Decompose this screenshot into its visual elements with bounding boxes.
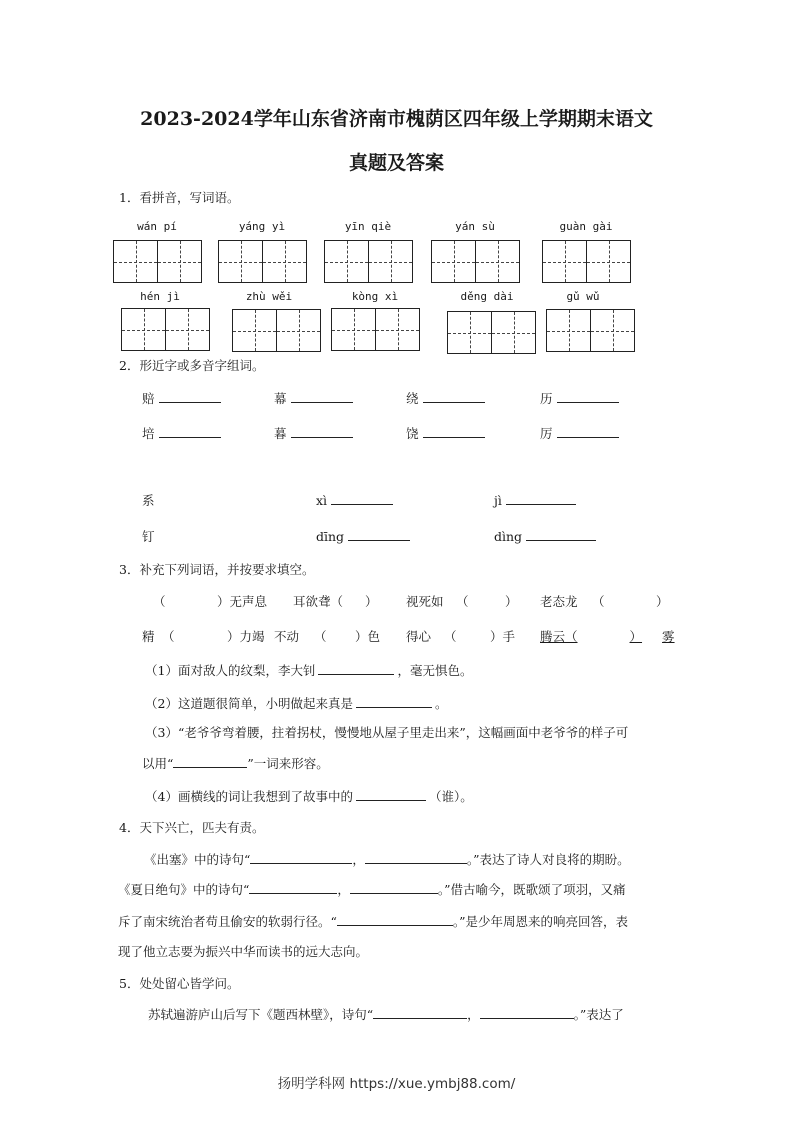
idiom-text: ）	[505, 594, 518, 609]
char: 培	[142, 426, 155, 441]
idiom-text: （	[162, 629, 175, 644]
idiom-text: ）	[365, 594, 378, 609]
idiom-text: 精	[142, 629, 155, 644]
question-4-heading: 4．天下兴亡，匹夫有责。	[119, 820, 265, 835]
q5-line1: 苏轼遍游庐山后写下《题西林壁》，诗句“ ， 。”表达了	[148, 1007, 624, 1022]
idiom-text: （	[153, 594, 166, 609]
char: 厉	[540, 426, 553, 441]
polyphone-char: 钉	[142, 529, 155, 544]
char: 赔	[142, 391, 155, 406]
answer-blank[interactable]	[159, 424, 221, 438]
char: 历	[540, 391, 553, 406]
writing-grid[interactable]	[542, 240, 631, 283]
pinyin-label: yīn qiè	[344, 220, 392, 233]
writing-grid[interactable]	[331, 308, 420, 351]
answer-blank[interactable]	[423, 424, 485, 438]
answer-blank[interactable]	[356, 694, 432, 708]
answer-blank[interactable]	[348, 527, 410, 541]
page-title-line2: 真题及答案	[348, 152, 444, 174]
word-pair	[274, 389, 353, 407]
page-title-line1: 2023-2024学年山东省济南市槐荫区四年级上学期期末语文	[140, 108, 653, 130]
question-1-heading: 1．看拼音，写词语。	[119, 190, 240, 205]
word-pair	[406, 424, 485, 442]
sentence-4: （4）画横线的词让我想到了故事中的 （谁）。	[145, 789, 473, 804]
writing-grid[interactable]	[232, 309, 321, 352]
word-pair	[540, 424, 619, 442]
answer-blank[interactable]	[557, 424, 619, 438]
sentence-1: （1）面对敌人的纹梨，李大钊 ，毫无惧色。	[145, 663, 473, 678]
word-pair	[274, 424, 353, 442]
writing-grid[interactable]	[546, 309, 635, 352]
answer-blank[interactable]	[356, 787, 426, 801]
idiom-text: 视死如	[406, 594, 444, 609]
question-5-heading: 5．处处留心皆学问。	[119, 976, 240, 991]
sentence-3-line1: （3）“老爷爷弯着腰，拄着拐杖，慢慢地从屋子里走出来”，这幅画面中老爷爷的样子可	[145, 725, 629, 740]
idiom-text: ）力竭	[227, 629, 265, 644]
answer-blank[interactable]	[250, 850, 352, 864]
answer-blank[interactable]	[526, 527, 596, 541]
q4-line2: 《夏日绝句》中的诗句“ ， 。”借古喻今，既歌颂了项羽，又痛	[118, 882, 626, 897]
pinyin-label: děng dài	[460, 290, 514, 303]
q4-line4: 现了他立志要为振兴中华而读书的远大志向。	[118, 944, 369, 959]
writing-grid[interactable]	[218, 240, 307, 283]
idiom-text: （	[314, 629, 327, 644]
answer-blank[interactable]	[557, 389, 619, 403]
idiom-text: （	[592, 594, 605, 609]
writing-grid[interactable]	[121, 308, 210, 351]
answer-blank[interactable]	[318, 661, 394, 675]
answer-blank[interactable]	[350, 880, 438, 894]
underlined-idiom: 腾云（ ） 雾	[540, 629, 675, 644]
idiom-text: ）色	[355, 629, 381, 644]
question-3-heading: 3．补充下列词语，并按要求填空。	[119, 562, 315, 577]
sentence-2: （2）这道题很简单，小明做起来真是 。	[145, 696, 448, 711]
pinyin-label: wán pí	[137, 220, 177, 233]
writing-grid[interactable]	[324, 240, 413, 283]
idiom-text: 不动	[274, 629, 300, 644]
page-footer: 扬明学科网 https://xue.ymbj88.com/	[277, 1076, 516, 1092]
answer-blank[interactable]	[159, 389, 221, 403]
answer-blank[interactable]	[337, 912, 453, 926]
answer-blank[interactable]	[291, 424, 353, 438]
pinyin-label: hén jì	[140, 290, 180, 303]
idiom-text: （	[444, 629, 457, 644]
q4-line3: 斥了南宋统治者苟且偷安的软弱行径。“ 。”是少年周恩来的响亮回答，表	[118, 914, 629, 929]
pinyin-label: dīng	[316, 529, 345, 544]
writing-grid[interactable]	[447, 311, 536, 354]
idiom-text: 得心	[406, 629, 432, 644]
idiom-text: ）手	[490, 629, 516, 644]
answer-blank[interactable]	[331, 491, 393, 505]
char: 幕	[274, 391, 287, 406]
pinyin-label: yáng yì	[238, 220, 286, 233]
writing-grid[interactable]	[431, 240, 520, 283]
answer-blank[interactable]	[249, 880, 337, 894]
char: 绕	[406, 391, 419, 406]
answer-blank[interactable]	[423, 389, 485, 403]
answer-blank[interactable]	[506, 491, 576, 505]
writing-grid[interactable]	[113, 240, 202, 283]
answer-blank[interactable]	[373, 1005, 467, 1019]
pinyin-label: guàn gài	[559, 220, 613, 233]
word-pair	[142, 424, 221, 442]
pinyin-label: jì	[494, 493, 502, 508]
pinyin-label: zhù wěi	[245, 290, 293, 303]
answer-blank[interactable]	[365, 850, 467, 864]
question-2-heading: 2．形近字或多音字组词。	[119, 358, 265, 373]
sentence-3-line2: 以用“ ”一词来形容。	[142, 756, 329, 771]
pinyin-label: xì	[316, 493, 328, 508]
pinyin-label: gǔ wǔ	[566, 290, 600, 303]
char: 暮	[274, 426, 287, 441]
idiom-text: ）无声息	[217, 594, 268, 609]
word-pair	[142, 389, 221, 407]
polyphone-char: 系	[142, 493, 155, 508]
pinyin-label: kòng xì	[351, 290, 399, 303]
answer-blank[interactable]	[291, 389, 353, 403]
answer-blank[interactable]	[173, 754, 247, 768]
word-pair	[406, 389, 485, 407]
char: 饶	[406, 426, 419, 441]
idiom-text: 耳欲聋（	[293, 594, 344, 609]
answer-blank[interactable]	[480, 1005, 574, 1019]
q4-line1: 《出塞》中的诗句“ ， 。”表达了诗人对良将的期盼。	[144, 852, 630, 867]
idiom-text: 老态龙	[540, 594, 578, 609]
pinyin-label: yán sù	[455, 220, 495, 233]
word-pair	[540, 389, 619, 407]
pinyin-label: dìng	[494, 529, 523, 544]
idiom-text: ）	[656, 594, 669, 609]
idiom-text: （	[456, 594, 469, 609]
